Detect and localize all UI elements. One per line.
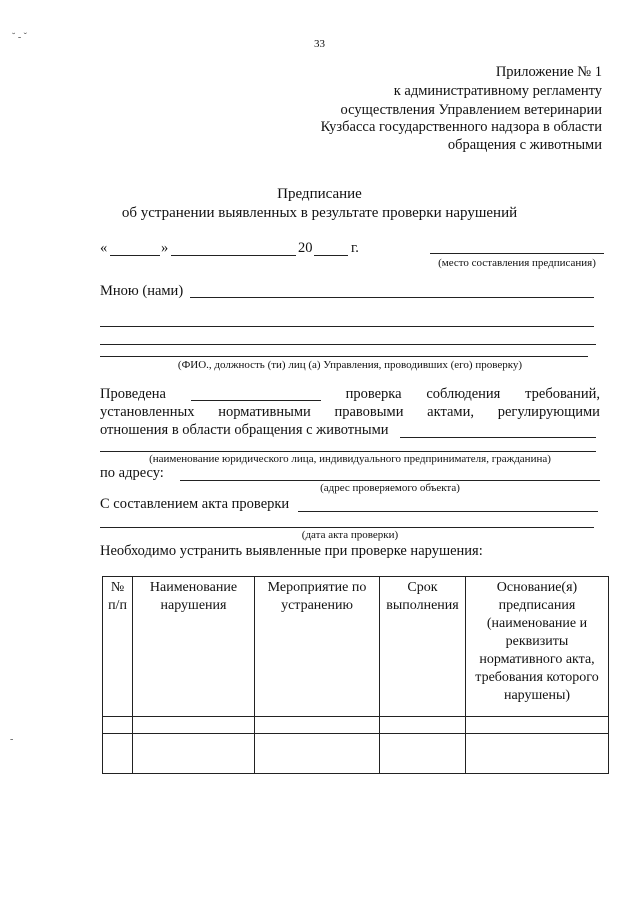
- inspection-word: Проведена: [100, 386, 166, 402]
- document-subtitle: об устранении выявленных в результате проверки нарушений: [121, 205, 518, 221]
- day-blank: [110, 255, 160, 256]
- header-violation-name: Наименование нарушения: [133, 577, 255, 717]
- table-cell: [380, 717, 466, 734]
- table-cell: [133, 734, 255, 774]
- inspection-line-3: отношения в области обращения с животными: [100, 422, 389, 438]
- inspection-line-1: [100, 386, 600, 403]
- entity-blank: [100, 451, 596, 452]
- header-deadline: Срок выполнения: [380, 577, 466, 717]
- header-basis: Основание(я) предписания (наименование и реквизиты нормативного акта, требования которого нарушены): [466, 577, 609, 717]
- header-number: № п/п: [103, 577, 133, 717]
- appendix-line-3: осуществления Управлением ветеринарии: [340, 102, 602, 118]
- inspection-word: требований,: [525, 386, 600, 402]
- month-blank: [171, 255, 296, 256]
- table-row: [103, 734, 609, 774]
- entity-caption: (наименование юридического лица, индивидуального предпринимателя, гражданина): [149, 453, 551, 465]
- document-title: Предписание: [277, 186, 362, 202]
- place-caption: (место составления предписания): [438, 257, 596, 269]
- inspection-word: установленных: [100, 404, 195, 420]
- appendix-line-4: Кузбасса государственного надзора в области: [320, 119, 602, 135]
- inspectors-blank: [100, 344, 596, 345]
- table-cell: [103, 734, 133, 774]
- inspection-word: актами,: [427, 404, 474, 420]
- instruction-text: Необходимо устранить выявленные при проверке нарушения:: [100, 543, 483, 559]
- inspectors-blank: [100, 326, 594, 327]
- table-row: [103, 717, 609, 734]
- table-header-row: [103, 577, 609, 717]
- date-close-quote: »: [161, 240, 169, 256]
- table-cell: [103, 717, 133, 734]
- table-cell: [466, 717, 609, 734]
- address-caption: (адрес проверяемого объекта): [320, 482, 460, 494]
- appendix-line-1: Приложение № 1: [495, 64, 602, 80]
- act-blank: [298, 511, 598, 512]
- inspection-word: проверка: [345, 386, 402, 402]
- inspectors-caption: (ФИО., должность (ти) лиц (а) Управления, проводивших (его) проверку): [177, 359, 523, 371]
- inspectors-blank: [190, 297, 594, 298]
- act-blank: [100, 527, 594, 528]
- address-blank: [180, 480, 600, 481]
- table-cell: [380, 734, 466, 774]
- act-caption: (дата акта проверки): [301, 529, 399, 541]
- inspection-blank: [191, 386, 321, 401]
- inspectors-label: Мною (нами): [100, 283, 184, 299]
- scan-mark: ˘ ‐ ˇ: [12, 32, 27, 43]
- entity-blank: [400, 437, 596, 438]
- header-remedy-measure: Мероприятие по устранению: [255, 577, 380, 717]
- violations-table: [102, 576, 609, 774]
- address-label: по адресу:: [100, 465, 164, 481]
- table-cell: [255, 717, 380, 734]
- inspection-word: правовыми: [334, 404, 404, 420]
- table-cell: [133, 717, 255, 734]
- table-cell: [466, 734, 609, 774]
- inspection-word: соблюдения: [426, 386, 501, 402]
- inspection-line-2: [100, 404, 600, 421]
- year-blank: [314, 255, 348, 256]
- scan-mark: ‐: [10, 734, 14, 745]
- inspection-word: регулирующими: [497, 404, 600, 420]
- inspection-word: нормативными: [218, 404, 311, 420]
- year-prefix: 20: [298, 240, 313, 256]
- appendix-line-5: обращения с животными: [447, 137, 602, 153]
- page-number: 33: [314, 38, 325, 50]
- appendix-line-2: к административному регламенту: [393, 83, 602, 99]
- date-open-quote: «: [100, 240, 108, 256]
- inspectors-blank: [100, 356, 588, 357]
- act-label: С составлением акта проверки: [100, 496, 290, 512]
- table-cell: [255, 734, 380, 774]
- place-blank: [430, 253, 604, 254]
- year-suffix: г.: [351, 240, 359, 256]
